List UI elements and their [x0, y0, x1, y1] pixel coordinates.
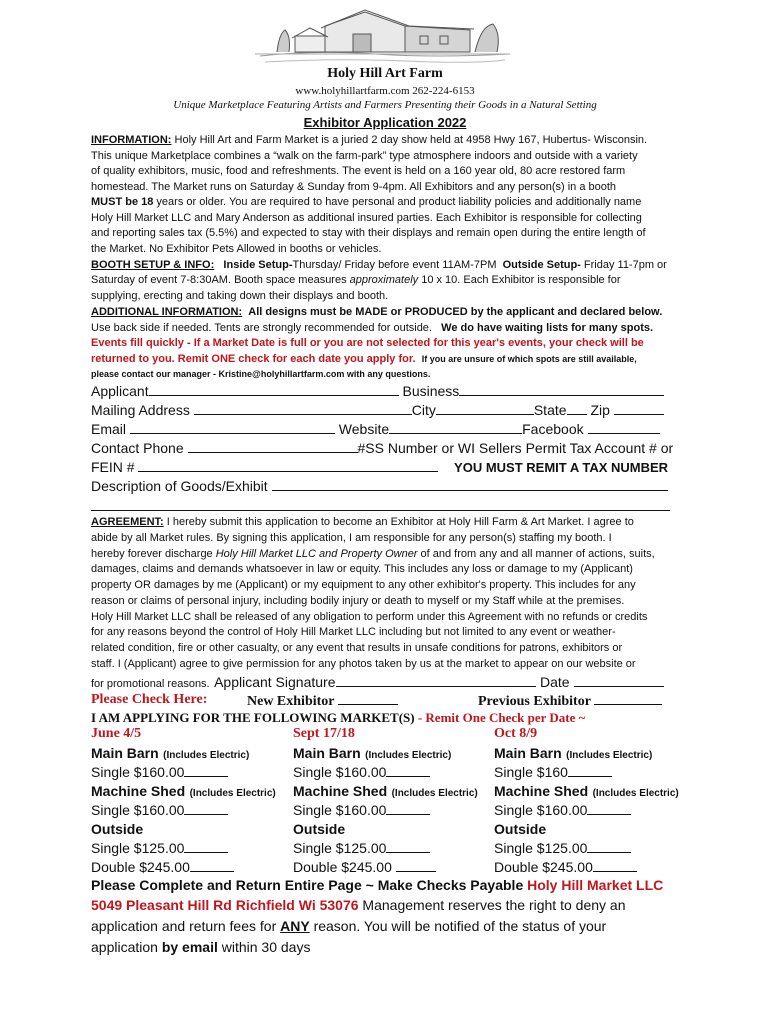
remit-one-check: - Remit One Check per Date ~: [417, 710, 586, 725]
booth-approx: approximately: [349, 274, 419, 286]
electric-note: (Includes Electric): [566, 750, 653, 761]
phone-field[interactable]: [188, 440, 358, 453]
website-field[interactable]: [389, 421, 522, 434]
new-exhibitor-option[interactable]: [247, 692, 398, 710]
information-line-3: of quality exhibitors, music, food and refreshments. The event is held on a 160 year old, 80 acre restored farm: [91, 165, 626, 177]
booth-line-2: [91, 273, 621, 289]
business-label: Business: [402, 383, 460, 399]
description-label: Description of Goods/Exhibit: [91, 478, 268, 494]
price-label: Single $125.00: [494, 840, 588, 856]
applicant-label: Applicant: [91, 383, 149, 399]
outside-setup-text: Friday 11-7pm or: [580, 259, 667, 271]
fein-row: [91, 459, 668, 475]
machine-shed-price[interactable]: [494, 802, 694, 821]
price-field[interactable]: [386, 802, 430, 815]
outside-label: Outside: [293, 821, 346, 837]
price-label: Double $245.00: [494, 859, 593, 875]
doc-title: Exhibitor Application 2022: [303, 115, 467, 130]
additional-line-4: [91, 352, 637, 368]
main-barn-label: Main Barn: [494, 745, 562, 761]
additional-text: Use back side if needed. Tents are strongly recommended for outside.: [91, 322, 432, 334]
price-field[interactable]: [568, 764, 612, 777]
applying-line: [91, 710, 585, 726]
email-row: [91, 421, 660, 437]
machine-shed-row: [91, 783, 291, 802]
agreement-line-9: related condition, fire or other casualty, or any event that results in unsafe conditions for patrons, exhibitors or: [91, 642, 623, 654]
agreement-heading: AGREEMENT:: [91, 516, 164, 528]
mailing-row: [91, 402, 664, 418]
mailing-label: Mailing Address: [91, 402, 190, 418]
footer-text: Please Complete and Return Entire Page ~ Make Checks Payable: [91, 877, 528, 893]
machine-shed-row: [293, 783, 493, 802]
additional-red-1: Events fill quickly - If a Market Date is full or you are not selected for this year's events, your check will be: [91, 337, 644, 349]
information-line-1: [91, 133, 647, 149]
tagline: Unique Marketplace Featuring Artists and Farmers Presenting their Goods in a Natural Setting: [173, 99, 597, 111]
agreement-line-4: damages, claims and demands whatsoever in law or equity. This includes any loss or damage to my (Applicant): [91, 563, 633, 575]
signature-label: Applicant Signature: [214, 674, 336, 690]
outside-setup-label: Outside Setup-: [502, 259, 581, 271]
price-label: Single $125.00: [293, 840, 387, 856]
market-date: June 4/5: [91, 726, 142, 741]
previous-exhibitor-field[interactable]: [594, 692, 662, 705]
agreement-line-6: reason or claims of personal injury, including bodily injury or death to myself or my Staff while at the premises.: [91, 595, 625, 607]
payable-to: Holy Hill Market LLC: [527, 877, 664, 893]
electric-note: (Includes Electric): [391, 788, 478, 799]
main-barn-row: [293, 745, 493, 764]
market-date: Oct 8/9: [494, 726, 538, 741]
information-heading: INFORMATION:: [91, 134, 172, 146]
main-barn-price[interactable]: [91, 764, 291, 783]
price-label: Single $160.00: [293, 802, 387, 818]
applicant-field[interactable]: [149, 383, 399, 396]
information-text: Holy Hill Art and Farm Market is a juried 2 day show held at 4958 Hwy 167, Hubertus- Wisconsin.: [174, 134, 648, 146]
price-label: Double $245.00: [293, 859, 392, 875]
zip-field[interactable]: [614, 402, 664, 415]
remit-check-note: returned to you. Remit ONE check for each date you apply for.: [91, 353, 416, 365]
additional-line-1: [91, 305, 662, 321]
machine-shed-price[interactable]: [91, 802, 291, 821]
electric-note: (Includes Electric): [365, 750, 452, 761]
electric-note: (Includes Electric): [592, 788, 679, 799]
agreement-line-3: [91, 547, 655, 563]
price-field[interactable]: [184, 840, 228, 853]
by-email: by email: [161, 939, 218, 955]
description-field-line-2[interactable]: [91, 510, 670, 511]
tax-id-label: #SS Number or WI Sellers Permit Tax Account # or: [357, 440, 674, 456]
footer-text: Management reserves the right to deny an: [358, 897, 626, 913]
market-date: Sept 17/18: [293, 726, 355, 741]
agreement-text: I hereby submit this application to become an Exhibitor at Holy Hill Farm & Art Market. I agree to: [163, 516, 634, 528]
price-field[interactable]: [587, 802, 631, 815]
footer-line-4: [91, 939, 310, 955]
unsure-note: If you are unsure of which spots are still available,: [421, 354, 637, 364]
price-label: Single $160.00: [293, 764, 387, 780]
booth-text: 10 x 10. Each Exhibitor is responsible for: [418, 274, 621, 286]
applicant-row: [91, 383, 664, 399]
fein-field[interactable]: [138, 459, 438, 472]
footer-text: application: [91, 939, 162, 955]
agreement-text: for promotional reasons.: [91, 678, 210, 690]
outside-single-price[interactable]: [91, 840, 291, 859]
email-label: Email: [91, 421, 127, 437]
price-label: Double $245.00: [91, 859, 190, 875]
main-barn-row: [494, 745, 694, 764]
waiting-list-note: We do have waiting lists for many spots.: [441, 322, 654, 334]
electric-note: (Includes Electric): [163, 750, 250, 761]
agreement-line-10: staff. I (Applicant) agree to give permission for any photos taken by us at the market to appear on our website or: [91, 658, 636, 670]
price-field[interactable]: [587, 840, 631, 853]
signature-field[interactable]: [336, 674, 536, 687]
information-line-5: [91, 195, 641, 211]
booth-text: Saturday of event 7-8:30AM. Booth space measures: [91, 274, 350, 286]
new-exhibitor-label: New Exhibitor: [247, 694, 335, 709]
previous-exhibitor-option[interactable]: [478, 692, 662, 710]
agreement-line-5: property OR damages by me (Applicant) or my equipment to any other exhibitor's property. This includes for any: [91, 579, 636, 591]
price-field[interactable]: [386, 764, 430, 777]
facebook-field[interactable]: [588, 421, 660, 434]
signature-row: [91, 674, 664, 693]
price-field[interactable]: [593, 859, 637, 872]
machine-shed-price[interactable]: [293, 802, 493, 821]
outside-double-price[interactable]: [91, 859, 291, 878]
mailing-field[interactable]: [194, 402, 412, 415]
mailing-address: 5049 Pleasant Hill Rd Richfield Wi 53076: [91, 897, 359, 913]
footer-text: reason. You will be notified of the status of your: [309, 918, 607, 934]
price-field[interactable]: [190, 859, 234, 872]
phone-label: Contact Phone: [91, 440, 184, 456]
additional-rule: All designs must be MADE or PRODUCED by the applicant and declared below.: [248, 306, 663, 318]
information-line-2: This unique Marketplace combines a “walk on the farm-park” type atmosphere indoors and outside with a variety: [91, 150, 638, 162]
booth-line-3: supplying, erecting and taking down their displays and booth.: [91, 290, 389, 302]
machine-shed-label: Machine Shed: [494, 783, 589, 799]
additional-line-2: [91, 321, 653, 337]
price-label: Single $125.00: [91, 840, 185, 856]
date-label: Date: [539, 674, 570, 690]
booth-heading: BOOTH SETUP & INFO:: [91, 259, 215, 271]
main-barn-row: [91, 745, 291, 764]
market-column-oct: [494, 726, 694, 878]
email-field[interactable]: [130, 421, 335, 434]
price-label: Single $160: [494, 764, 568, 780]
agreement-line-8: for any reasons beyond the control of Holy Hill Market LLC including but not limited to any event or weather-: [91, 626, 616, 638]
inside-setup-text: Thursday/ Friday before event 11AM-7PM: [292, 259, 497, 271]
applying-heading: I AM APPLYING FOR THE FOLLOWING MARKET(S): [91, 710, 415, 725]
agreement-line-2: abide by all Market rules. By signing this application, I am responsible for any person(s) staffing my booth. I: [91, 532, 612, 544]
electric-note: (Includes Electric): [189, 788, 276, 799]
main-barn-label: Main Barn: [91, 745, 159, 761]
machine-shed-label: Machine Shed: [293, 783, 388, 799]
remit-tax-notice: YOU MUST REMIT A TAX NUMBER: [454, 460, 669, 475]
zip-label: Zip: [590, 402, 610, 418]
outside-label: Outside: [494, 821, 547, 837]
price-field[interactable]: [396, 859, 436, 872]
machine-shed-label: Machine Shed: [91, 783, 186, 799]
information-line-4: homestead. The Market runs on Saturday & Sunday from 9-4pm. All Exhibitors and any person(s) in a booth: [91, 181, 617, 193]
agreement-text: hereby forever discharge: [91, 548, 216, 560]
footer-text: application and return fees for: [91, 918, 281, 934]
information-line-7: and reporting sales tax (5.5%) and expected to stay with their displays and remain open during the entire length of: [91, 227, 646, 239]
information-line-8: the Market. No Exhibitor Pets Allowed in booths or vehicles.: [91, 243, 382, 255]
outside-double-price[interactable]: [494, 859, 694, 878]
outside-single-price[interactable]: [494, 840, 694, 859]
agreement-line-7: Holy Hill Market LLC shall be released of any obligation to perform under this Agreement with no refunds or credits: [91, 611, 648, 623]
price-field[interactable]: [184, 764, 228, 777]
description-field[interactable]: [272, 478, 668, 491]
website-label: Website: [338, 421, 390, 437]
state-label: State: [533, 402, 567, 418]
agreement-line-1: [91, 515, 634, 531]
main-barn-price[interactable]: [293, 764, 493, 783]
description-row: [91, 478, 668, 494]
market-column-sept: [293, 726, 493, 878]
price-field[interactable]: [184, 802, 228, 815]
previous-exhibitor-label: Previous Exhibitor: [478, 694, 591, 709]
age-requirement: MUST be 18: [91, 196, 154, 208]
main-barn-label: Main Barn: [293, 745, 361, 761]
state-field[interactable]: [567, 402, 587, 415]
facebook-label: Facebook: [522, 421, 584, 437]
phone-row: [91, 440, 673, 456]
market-column-june: [91, 726, 291, 878]
any-emphasis: ANY: [280, 918, 310, 934]
footer-line-1: [91, 877, 663, 893]
inside-setup-label: Inside Setup-: [223, 259, 293, 271]
price-label: Single $160.00: [91, 764, 185, 780]
footer-text: within 30 days: [217, 939, 311, 955]
price-label: Single $160.00: [91, 802, 185, 818]
contact-line: www.holyhillartfarm.com 262-224-6153: [295, 85, 475, 97]
footer-line-3: [91, 918, 606, 934]
agreement-parties: Holy Hill Market LLC and Property Owner: [215, 548, 418, 560]
outside-label: Outside: [91, 821, 144, 837]
outside-double-price[interactable]: [293, 859, 493, 878]
agreement-text: of and from any and all manner of actions, suits,: [417, 548, 655, 560]
org-name: Holy Hill Art Farm: [327, 66, 443, 81]
fein-label: FEIN #: [91, 459, 135, 475]
date-field[interactable]: [574, 674, 664, 687]
information-line-6: Holy Hill Market LLC and Mary Anderson as additional insured parties. Each Exhibitor is responsible for collecting: [91, 212, 642, 224]
outside-single-price[interactable]: [293, 840, 493, 859]
price-label: Single $160.00: [494, 802, 588, 818]
information-text: years or older. You are required to have personal and product liability policies and additionally name: [153, 196, 642, 208]
additional-heading: ADDITIONAL INFORMATION:: [91, 306, 243, 318]
footer-line-2: [91, 897, 625, 913]
city-field[interactable]: [436, 402, 534, 415]
barn-illustration: [255, 4, 515, 66]
main-barn-price[interactable]: [494, 764, 694, 783]
city-label: City: [411, 402, 436, 418]
additional-contact-line: please contact our manager - Kristine@holyhillartfarm.com with any questions.: [91, 369, 431, 379]
check-here-label: Please Check Here:: [91, 692, 208, 707]
new-exhibitor-field[interactable]: [338, 692, 398, 705]
machine-shed-row: [494, 783, 694, 802]
price-field[interactable]: [386, 840, 430, 853]
business-field[interactable]: [459, 383, 664, 396]
booth-line-1: [91, 258, 667, 274]
